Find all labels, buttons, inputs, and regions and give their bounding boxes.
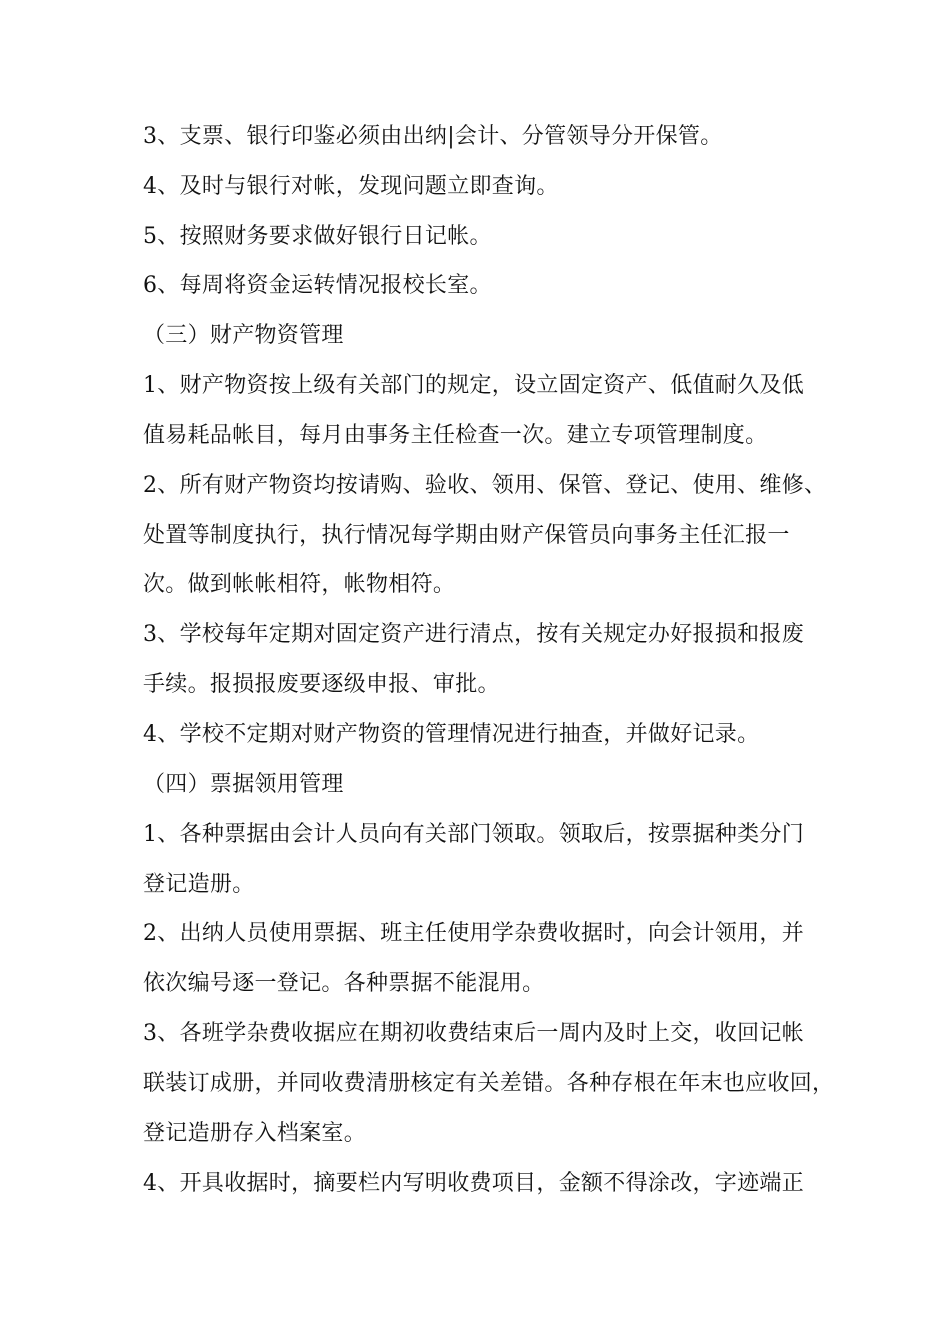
paragraph-line: 5、按照财务要求做好银行日记帐。 [143,224,492,249]
paragraph-line: 1、财产物资按上级有关部门的规定，设立固定资产、低值耐久及低 [143,373,804,398]
paragraph-line: 依次编号逐一登记。各种票据不能混用。 [143,971,545,996]
paragraph-line: 4、学校不定期对财产物资的管理情况进行抽查，并做好记录。 [143,722,760,747]
paragraph-line: 2、所有财产物资均按请购、验收、领用、保管、登记、使用、维修、 [143,473,827,498]
paragraph-line: 3、各班学杂费收据应在期初收费结束后一周内及时上交，收回记帐 [143,1021,804,1046]
paragraph-line: 联装订成册，并同收费清册核定有关差错。各种存根在年末也应收回， [143,1071,835,1096]
paragraph-line: 处置等制度执行，执行情况每学期由财产保管员向事务主任汇报一 [143,523,790,548]
paragraph-line: 值易耗品帐目，每月由事务主任检查一次。建立专项管理制度。 [143,423,768,448]
paragraph-line: 手续。报损报废要逐级申报、审批。 [143,672,500,697]
paragraph-line: 3、支票、银行印鉴必须由出纳|会计、分管领导分开保管。 [143,124,723,149]
paragraph-line: 3、学校每年定期对固定资产进行清点，按有关规定办好报损和报废 [143,622,804,647]
paragraph-line: 次。做到帐帐相符，帐物相符。 [143,572,456,597]
paragraph-line: 2、出纳人员使用票据、班主任使用学杂费收据时，向会计领用，并 [143,921,804,946]
section-heading: （四）票据领用管理 [143,772,344,797]
paragraph-line: 1、各种票据由会计人员向有关部门领取。领取后，按票据种类分门 [143,822,804,847]
section-heading: （三）财产物资管理 [143,323,344,348]
paragraph-line: 6、每周将资金运转情况报校长室。 [143,273,492,298]
paragraph-line: 4、开具收据时，摘要栏内写明收费项目，金额不得涂改，字迹端正 [143,1171,804,1196]
paragraph-line: 4、及时与银行对帐，发现问题立即查询。 [143,174,559,199]
paragraph-line: 登记造册。 [143,872,255,897]
paragraph-line: 登记造册存入档案室。 [143,1121,367,1146]
